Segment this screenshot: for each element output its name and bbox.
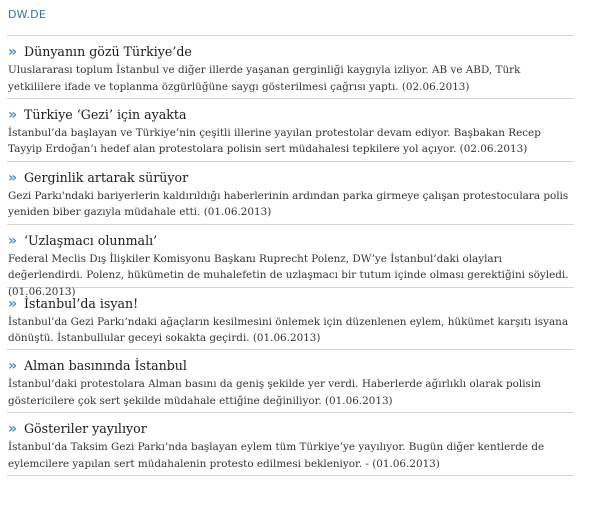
double-chevron-right-icon: » — [8, 232, 18, 249]
news-headline[interactable]: Alman basınında İstanbul — [24, 358, 187, 374]
double-chevron-right-icon: » — [8, 358, 18, 375]
site-link[interactable]: DW.DE — [8, 8, 47, 21]
news-summary: İstanbul’daki protestolara Alman basını da geniş şekilde yer verdi. Haberlerde ağırlıklı olarak polisin göstericilere çok sert şekilde müdahale ettiğine değiniliyor. (01.06.2013) — [8, 378, 541, 407]
news-headline[interactable]: Gerginlik artarak sürüyor — [24, 169, 189, 185]
news-item — [7, 36, 574, 99]
news-item — [7, 225, 574, 298]
double-chevron-right-icon: » — [8, 44, 18, 60]
news-list — [7, 36, 574, 476]
double-chevron-right-icon: » — [8, 169, 18, 186]
news-headline-link[interactable] — [8, 421, 574, 437]
news-headline-link[interactable] — [8, 170, 574, 186]
news-item — [7, 413, 574, 476]
news-summary: İstanbul’da Gezi Parkı’ndaki ağaçların kesilmesini önlemek için düzenlenen eylem, hükümet karşıtı isyana dönüştü. İstanbullular geceyi sokakta geçirdi. (01.06.2013) — [8, 315, 569, 345]
news-headline-link[interactable] — [8, 358, 574, 374]
news-headline[interactable]: Dünyanın gözü Türkiye’de — [24, 44, 192, 59]
double-chevron-right-icon: » — [8, 421, 18, 438]
news-headline[interactable]: ‘Uzlaşmacı olunmalı’ — [24, 232, 158, 248]
news-item — [7, 350, 574, 413]
double-chevron-right-icon: » — [8, 295, 18, 312]
news-headline[interactable]: Türkiye ‘Gezi’ için ayakta — [24, 106, 187, 122]
news-headline-link[interactable] — [8, 44, 574, 60]
news-summary: Uluslararası toplum İstanbul ve diğer illerde yaşanan gerginliği kaygıyla izliyor. AB ve ABD, Türk yetkililere ifade ve toplanma özgürlüğüne saygı gösterilmesi çağrısı yaptı. (02.06.2013) — [8, 64, 521, 93]
news-summary: Gezi Parkı'ndaki bariyerlerin kaldırıldığı haberlerinin ardından parka girmeye çalışan protestoculara polis yeniden biber gazıyla müdahale etti. (01.06.2013) — [8, 189, 569, 219]
news-summary: İstanbul’da başlayan ve Türkiye’nin çeşitli illerine yayılan protestolar devam ediyor. Başbakan Recep Tayyip Erdoğan’ı hedef alan protestolara polisin sert müdahalesi tepkilere yol açıyor. (02.06.2013) — [8, 126, 541, 156]
news-headline-link[interactable] — [8, 107, 574, 123]
news-headline[interactable]: İstanbul’da isyan! — [24, 295, 139, 311]
news-summary: İstanbul’da Taksim Gezi Parkı’nda başlayan eylem tüm Türkiye’ye yayılıyor. Bugün diğer kentlerde de eylemcilere yapılan sert müdahalenin protesto edilmesi bekleniyor. - (01.06.2013) — [8, 441, 545, 470]
news-headline-link[interactable] — [8, 233, 574, 249]
news-summary: Federal Meclis Dış İlişkiler Komisyonu Başkanı Ruprecht Polenz, DW’ye İstanbul’daki olayları değerlendirdi. Polenz, hükümetin de muhalefetin de uzlaşmacı bir tutum içinde olması gerektiğini söyledi. (01.06.2013) — [8, 252, 569, 298]
news-headline-link[interactable] — [8, 296, 574, 312]
double-chevron-right-icon: » — [8, 106, 18, 123]
news-headline[interactable]: Gösteriler yayılıyor — [24, 421, 147, 437]
news-item — [7, 99, 574, 162]
news-item — [7, 162, 574, 225]
news-item — [7, 288, 574, 351]
